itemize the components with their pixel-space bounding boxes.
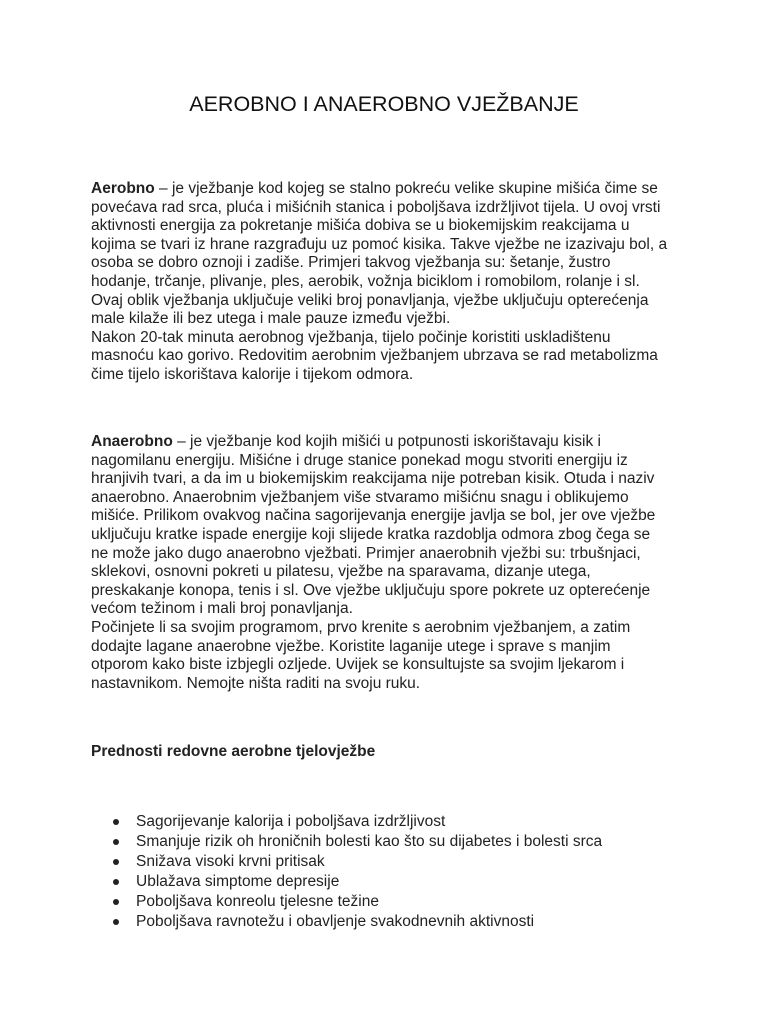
anaerobic-line: sklekovi, osnovni pokreti u pilatesu, vježbe na sparavama, dizanje utega, xyxy=(91,563,591,581)
list-item xyxy=(91,892,602,912)
benefits-heading: Prednosti redovne aerobne tjelovježbe xyxy=(91,743,376,760)
aerobic-line: Nakon 20-tak minuta aerobnog vježbanja, tijelo počinje koristiti uskladištenu xyxy=(91,328,611,346)
anaerobic-line-text: – je vježbanje kod kojih mišići u potpunosti iskorištavaju kisik i xyxy=(172,433,601,450)
aerobic-term: Aerobno xyxy=(91,180,155,197)
bullet-icon xyxy=(113,899,119,905)
anaerobic-line: mišiće. Prilikom ovakvog načina sagorijevanja energije javlja se bol, jer ove vježbe xyxy=(91,507,656,525)
anaerobic-line: većom težinom i mali broj ponavljanja. xyxy=(91,600,353,618)
bullet-icon xyxy=(113,839,119,845)
list-item-text: Ublažava simptome depresije xyxy=(136,873,340,890)
bullet-icon xyxy=(113,879,119,885)
list-item xyxy=(91,912,602,932)
anaerobic-line: otporom kako biste izbjegli ozljede. Uvijek se konsultujste sa svojim ljekarom i xyxy=(91,656,625,674)
aerobic-line: masnoću kao gorivo. Redovitim aerobnim vježbanjem ubrzava se rad metabolizma xyxy=(91,347,658,365)
benefits-list xyxy=(91,812,602,932)
aerobic-line xyxy=(91,180,681,199)
bullet-icon xyxy=(113,819,119,825)
anaerobic-line: nagomilanu energiju. Mišićne i druge stanice ponekad mogu stvoriti energiju iz xyxy=(91,451,628,469)
list-item xyxy=(91,812,602,832)
aerobic-line: aktivnosti energija za pokretanje mišića dobiva se u biokemijskim reakcijama u xyxy=(91,217,630,235)
anaerobic-line: Počinjete li sa svojim programom, prvo krenite s aerobnim vježbanjem, a zatim xyxy=(91,618,631,636)
bullet-icon xyxy=(113,919,119,925)
anaerobic-line: dodajte lagane anaerobne vježbe. Koristite laganije utege i sprave s manjim xyxy=(91,637,611,655)
list-item xyxy=(91,832,602,852)
anaerobic-line: ne može jako dugo anaerobno vježbati. Primjer anaerobnih vježbi su: trbušnjaci, xyxy=(91,544,641,562)
aerobic-paragraph xyxy=(91,180,681,385)
anaerobic-paragraph xyxy=(91,433,681,693)
aerobic-line: povećava rad srca, pluća i mišićnih stanica i poboljšava izdržljivot tijela. U ovoj vrsti xyxy=(91,198,661,216)
aerobic-line: čime tijelo iskorištava kalorije i tijekom odmora. xyxy=(91,365,414,383)
anaerobic-line: anaerobno. Anaerobnim vježbanjem više stvaramo mišićnu snagu i oblikujemo xyxy=(91,488,629,506)
document-title: AEROBNO I ANAEROBNO VJEŽBANJE xyxy=(189,92,579,116)
aerobic-line: Ovaj oblik vježbanja uključuje veliki broj ponavljanja, vježbe uključuju opterećenja xyxy=(91,291,649,309)
aerobic-line: hodanje, trčanje, plivanje, ples, aerobik, vožnja biciklom i romobilom, rolanje i sl. xyxy=(91,272,640,290)
bullet-icon xyxy=(113,859,119,865)
aerobic-line: osoba se dobro oznoji i zadiše. Primjeri takvog vježbanja su: šetanje, žustro xyxy=(91,254,611,272)
anaerobic-line: uključuju kratke ispade energije koji slijede kratka razdoblja odmora zbog čega se xyxy=(91,525,651,543)
aerobic-line: male kilaže ili bez utega i male pauze između vježbi. xyxy=(91,310,451,328)
anaerobic-term: Anaerobno xyxy=(91,433,173,450)
list-item xyxy=(91,872,602,892)
anaerobic-line: nastavnikom. Nemojte ništa raditi na svoju ruku. xyxy=(91,674,421,692)
anaerobic-line xyxy=(91,433,681,452)
list-item-text: Sagorijevanje kalorija i poboljšava izdržljivost xyxy=(136,813,446,830)
aerobic-line: kojima se tvari iz hrane razgrađuju uz pomoć kisika. Takve vježbe ne izazivaju bol, a xyxy=(91,235,668,253)
list-item-text: Snižava visoki krvni pritisak xyxy=(136,853,325,870)
list-item-text: Poboljšava konreolu tjelesne težine xyxy=(136,893,379,910)
anaerobic-line: hranjivih tvari, a da im u biokemijskim reakcijama nije potreban kisik. Otuda i naziv xyxy=(91,470,655,488)
anaerobic-line: preskakanje konopa, tenis i sl. Ove vježbe uključuju spore pokrete uz opterećenje xyxy=(91,581,651,599)
list-item xyxy=(91,852,602,872)
aerobic-line-text: – je vježbanje kod kojeg se stalno pokreću velike skupine mišića čime se xyxy=(154,180,658,197)
list-item-text: Smanjuje rizik oh hroničnih bolesti kao što su dijabetes i bolesti srca xyxy=(136,833,603,850)
list-item-text: Poboljšava ravnotežu i obavljenje svakodnevnih aktivnosti xyxy=(136,913,535,930)
